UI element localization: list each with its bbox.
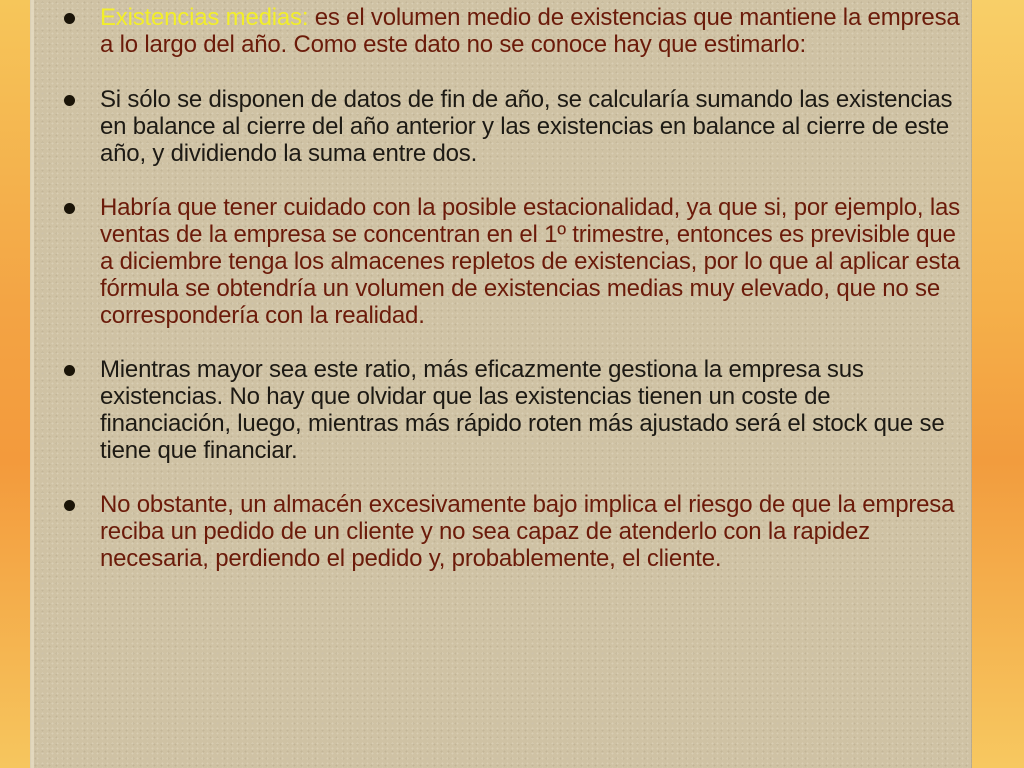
background-right-strip <box>964 0 1024 768</box>
bullet-dot-icon <box>64 365 75 376</box>
bullet-list <box>62 4 967 598</box>
bullet-item-datos-fin-de-ano <box>62 86 967 167</box>
bullet-term: Existencias medias: <box>100 4 309 31</box>
bullet-text: Mientras mayor sea este ratio, más eficazmente gestiona la empresa sus existencias. No hay que olvidar que las existencias tienen un coste de financiación, luego, mientras más rápido roten más ajustado será el stock que se tiene que financiar. <box>100 356 945 464</box>
bullet-text: es el volumen medio de existencias que mantiene la empresa a lo largo del año. Como este dato no se conoce hay que estimarlo: <box>100 4 960 58</box>
panel-edge <box>30 0 34 768</box>
bullet-dot-icon <box>64 95 75 106</box>
bullet-dot-icon <box>64 203 75 214</box>
bullet-item-existencias-medias <box>62 4 967 58</box>
bullet-text: Habría que tener cuidado con la posible estacionalidad, ya que si, por ejemplo, las ventas de la empresa se concentran en el 1º trimestre, entonces es previsible que a diciembre tenga los almacenes repletos de existencias, por lo que al aplicar esta fórmula se obtendría un volumen de existencias medias muy elevado, que no se correspondería con la realidad. <box>100 194 960 329</box>
bullet-item-almacen-bajo <box>62 491 967 572</box>
bullet-item-estacionalidad <box>62 194 967 329</box>
bullet-item-ratio <box>62 356 967 464</box>
bullet-dot-icon <box>64 13 75 24</box>
bullet-text: Si sólo se disponen de datos de fin de año, se calcularía sumando las existencias en balance al cierre del año anterior y las existencias en balance al cierre de este año, y dividiendo la suma entre dos. <box>100 86 953 167</box>
bullet-dot-icon <box>64 500 75 511</box>
bullet-text: No obstante, un almacén excesivamente bajo implica el riesgo de que la empresa reciba un pedido de un cliente y no sea capaz de atenderlo con la rapidez necesaria, perdiendo el pedido y, probablemente, el cliente. <box>100 491 955 572</box>
